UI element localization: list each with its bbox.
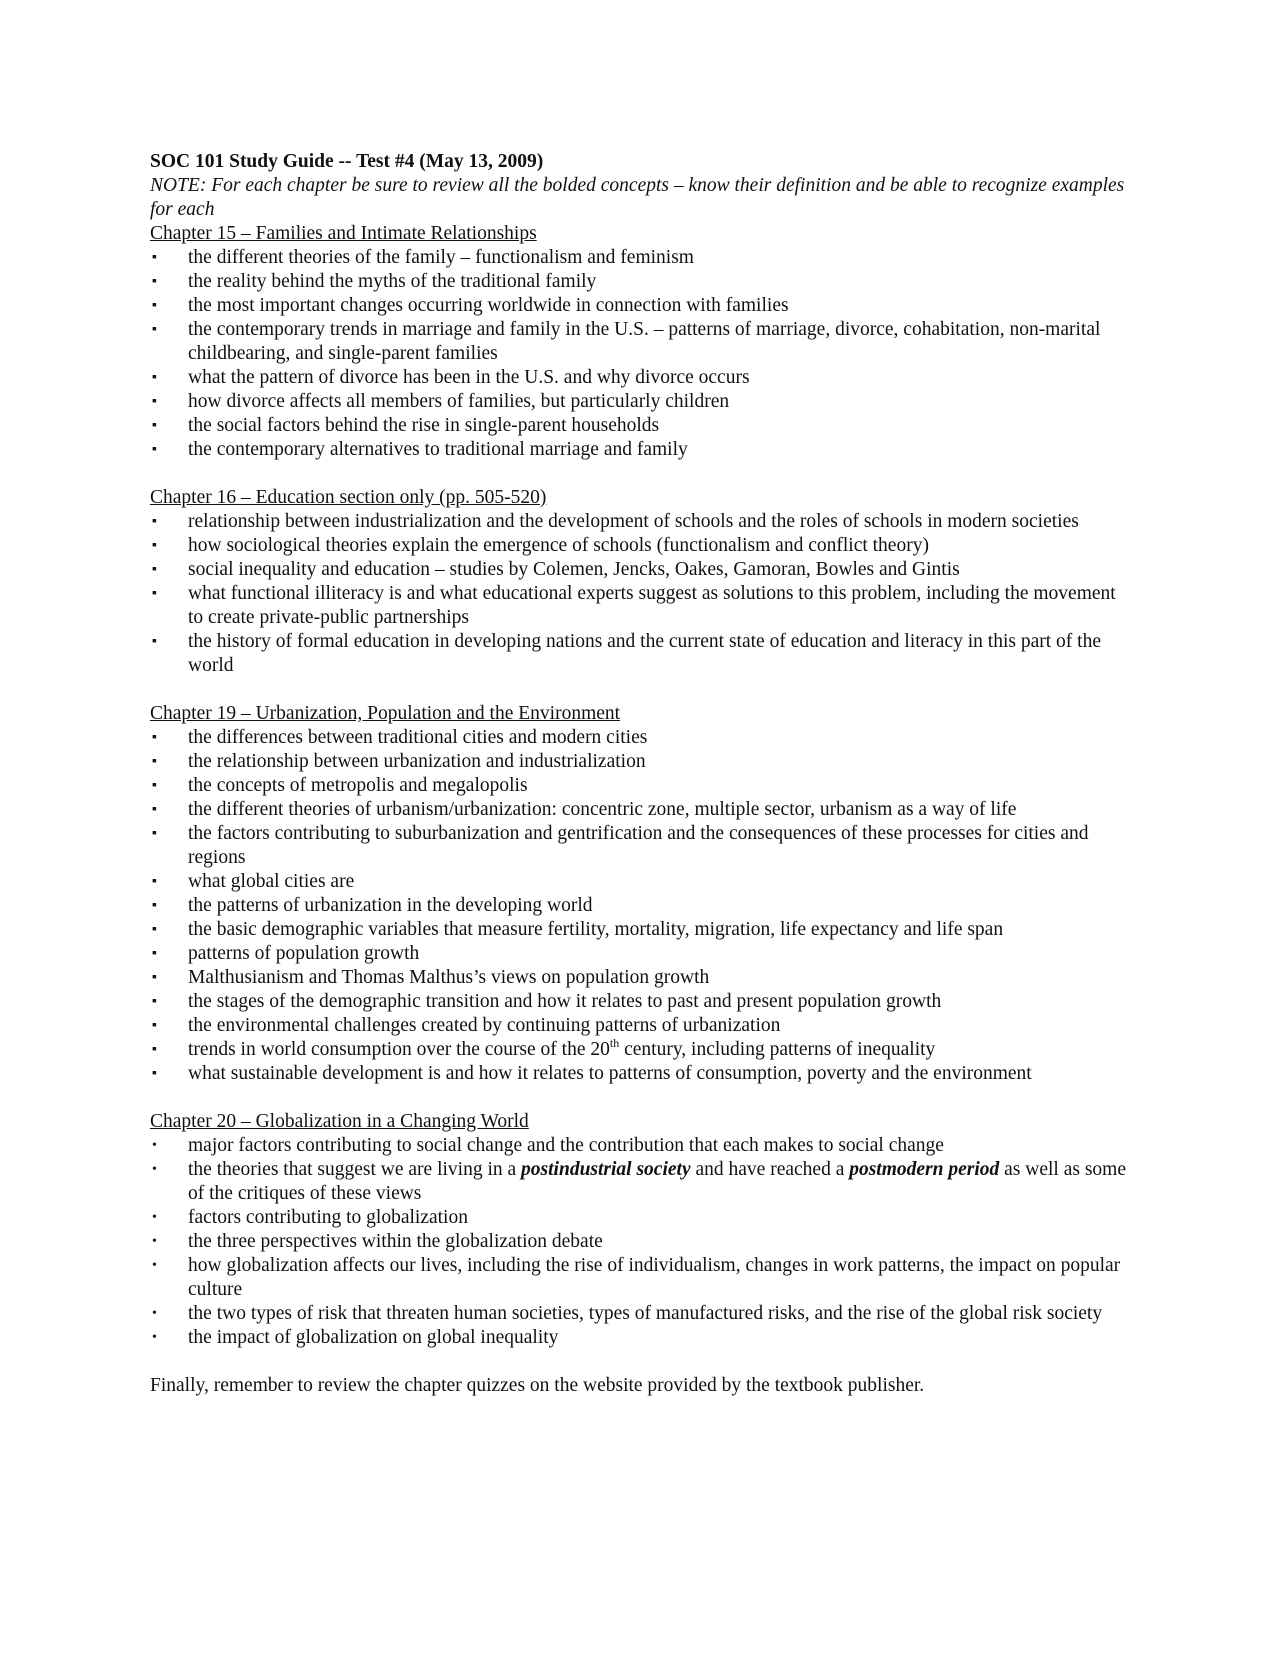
square-bullet-icon: ▪ — [152, 754, 157, 769]
list-item: ▪ social inequality and education – studies by Colemen, Jencks, Oakes, Gamoran, Bowles and Gintis — [152, 559, 960, 580]
list-item: ▪ patterns of population growth — [152, 943, 420, 964]
list-item: • the two types of risk that threaten human societies, types of manufactured risks, and the rise of the global risk society — [152, 1303, 1103, 1324]
list-item: ▪ the patterns of urbanization in the developing world — [152, 895, 593, 916]
list-item: ▪ the factors contributing to suburbanization and gentrification and the consequences of these processes for cities and regions — [152, 823, 1089, 868]
list-item: ▪ the environmental challenges created by continuing patterns of urbanization — [152, 1015, 781, 1036]
list-item: ▪ the differences between traditional cities and modern cities — [152, 727, 648, 748]
list-item: ▪ the history of formal education in developing nations and the current state of education and literacy in this part of the world — [152, 631, 1101, 676]
square-bullet-icon: ▪ — [152, 394, 157, 409]
square-bullet-icon: ▪ — [152, 922, 157, 937]
list-item: • the theories that suggest we are living in a postindustrial society and have reached a postmodern period as well as some of the critiques of these views — [152, 1159, 1127, 1204]
review-note: NOTE: For each chapter be sure to review all the bolded concepts – know their definition and be able to recognize examples for each — [150, 175, 1125, 220]
chapter-15-topic-list — [150, 246, 1130, 462]
square-bullet-icon: ▪ — [152, 514, 157, 529]
round-bullet-icon: • — [152, 1306, 157, 1321]
list-item: • factors contributing to globalization — [152, 1207, 468, 1228]
chapter-heading: Chapter 15 – Families and Intimate Relationships — [150, 223, 537, 244]
chapter-heading: Chapter 16 – Education section only (pp. 505-520) — [150, 487, 547, 508]
square-bullet-icon: ▪ — [152, 1042, 157, 1057]
square-bullet-icon: ▪ — [152, 874, 157, 889]
list-item: ▪ the contemporary trends in marriage and family in the U.S. – patterns of marriage, divorce, cohabitation, non-marital childbearing, and single-parent families — [152, 319, 1101, 364]
square-bullet-icon: ▪ — [152, 370, 157, 385]
square-bullet-icon: ▪ — [152, 442, 157, 457]
round-bullet-icon: • — [152, 1138, 157, 1153]
closing-reminder: Finally, remember to review the chapter quizzes on the website provided by the textbook publisher. — [150, 1375, 925, 1396]
chapter-15-section — [150, 222, 1130, 462]
chapter-19-section — [150, 702, 1130, 1086]
square-bullet-icon: ▪ — [152, 826, 157, 841]
square-bullet-icon: ▪ — [152, 538, 157, 553]
chapter-16-section — [150, 486, 1130, 678]
list-item: ▪ the relationship between urbanization and industrialization — [152, 751, 646, 772]
list-item: • major factors contributing to social change and the contribution that each makes to social change — [152, 1135, 944, 1156]
square-bullet-icon: ▪ — [152, 730, 157, 745]
list-item: ▪ what global cities are — [152, 871, 355, 892]
list-item: ▪ how sociological theories explain the emergence of schools (functionalism and conflict theory) — [152, 535, 929, 556]
square-bullet-icon: ▪ — [152, 586, 157, 601]
round-bullet-icon: • — [152, 1162, 157, 1177]
list-item: ▪ what the pattern of divorce has been in the U.S. and why divorce occurs — [152, 367, 750, 388]
list-item: ▪ trends in world consumption over the course of the 20th century, including patterns of inequality — [152, 1036, 936, 1060]
page-title: SOC 101 Study Guide -- Test #4 (May 13, 2009) — [150, 151, 544, 172]
list-item: ▪ relationship between industrialization and the development of schools and the roles of schools in modern societies — [152, 511, 1079, 532]
square-bullet-icon: ▪ — [152, 634, 157, 649]
list-item: • how globalization affects our lives, including the rise of individualism, changes in work patterns, the impact on popular culture — [152, 1255, 1121, 1300]
square-bullet-icon: ▪ — [152, 322, 157, 337]
list-item: ▪ the concepts of metropolis and megalopolis — [152, 775, 528, 796]
square-bullet-icon: ▪ — [152, 778, 157, 793]
round-bullet-icon: • — [152, 1258, 157, 1273]
square-bullet-icon: ▪ — [152, 1066, 157, 1081]
round-bullet-icon: • — [152, 1210, 157, 1225]
list-item: ▪ the different theories of urbanism/urbanization: concentric zone, multiple sector, urbanism as a way of life — [152, 799, 1017, 820]
square-bullet-icon: ▪ — [152, 994, 157, 1009]
list-item: ▪ the different theories of the family – functionalism and feminism — [152, 247, 694, 268]
chapter-heading: Chapter 20 – Globalization in a Changing World — [150, 1111, 529, 1132]
list-item: ▪ what functional illiteracy is and what educational experts suggest as solutions to this problem, including the movement to create private-public partnerships — [152, 583, 1116, 628]
superscript: th — [609, 1036, 620, 1050]
list-item: ▪ the most important changes occurring worldwide in connection with families — [152, 295, 789, 316]
square-bullet-icon: ▪ — [152, 802, 157, 817]
list-item: ▪ Malthusianism and Thomas Malthus’s views on population growth — [152, 967, 710, 988]
square-bullet-icon: ▪ — [152, 898, 157, 913]
emphasized-term: postindustrial society — [521, 1159, 691, 1180]
list-item: ▪ the contemporary alternatives to traditional marriage and family — [152, 439, 688, 460]
square-bullet-icon: ▪ — [152, 562, 157, 577]
chapter-16-topic-list — [150, 510, 1130, 678]
list-item: ▪ how divorce affects all members of families, but particularly children — [152, 391, 730, 412]
square-bullet-icon: ▪ — [152, 250, 157, 265]
list-item: ▪ what sustainable development is and how it relates to patterns of consumption, poverty and the environment — [152, 1063, 1032, 1084]
chapter-20-section — [150, 1110, 1130, 1350]
square-bullet-icon: ▪ — [152, 274, 157, 289]
chapter-19-topic-list — [150, 726, 1130, 1086]
study-guide-page — [150, 150, 1130, 1418]
square-bullet-icon: ▪ — [152, 298, 157, 313]
list-item: ▪ the basic demographic variables that measure fertility, mortality, migration, life expectancy and life span — [152, 919, 1004, 940]
round-bullet-icon: • — [152, 1234, 157, 1249]
list-item: • the impact of globalization on global inequality — [152, 1327, 559, 1348]
round-bullet-icon: • — [152, 1330, 157, 1345]
square-bullet-icon: ▪ — [152, 418, 157, 433]
square-bullet-icon: ▪ — [152, 946, 157, 961]
chapter-heading: Chapter 19 – Urbanization, Population and the Environment — [150, 703, 621, 724]
chapter-20-topic-list — [150, 1134, 1130, 1350]
list-item: • the three perspectives within the globalization debate — [152, 1231, 603, 1252]
square-bullet-icon: ▪ — [152, 1018, 157, 1033]
list-item: ▪ the social factors behind the rise in single-parent households — [152, 415, 660, 436]
square-bullet-icon: ▪ — [152, 970, 157, 985]
list-item: ▪ the reality behind the myths of the traditional family — [152, 271, 597, 292]
emphasized-term: postmodern period — [849, 1159, 1000, 1180]
list-item: ▪ the stages of the demographic transition and how it relates to past and present population growth — [152, 991, 942, 1012]
